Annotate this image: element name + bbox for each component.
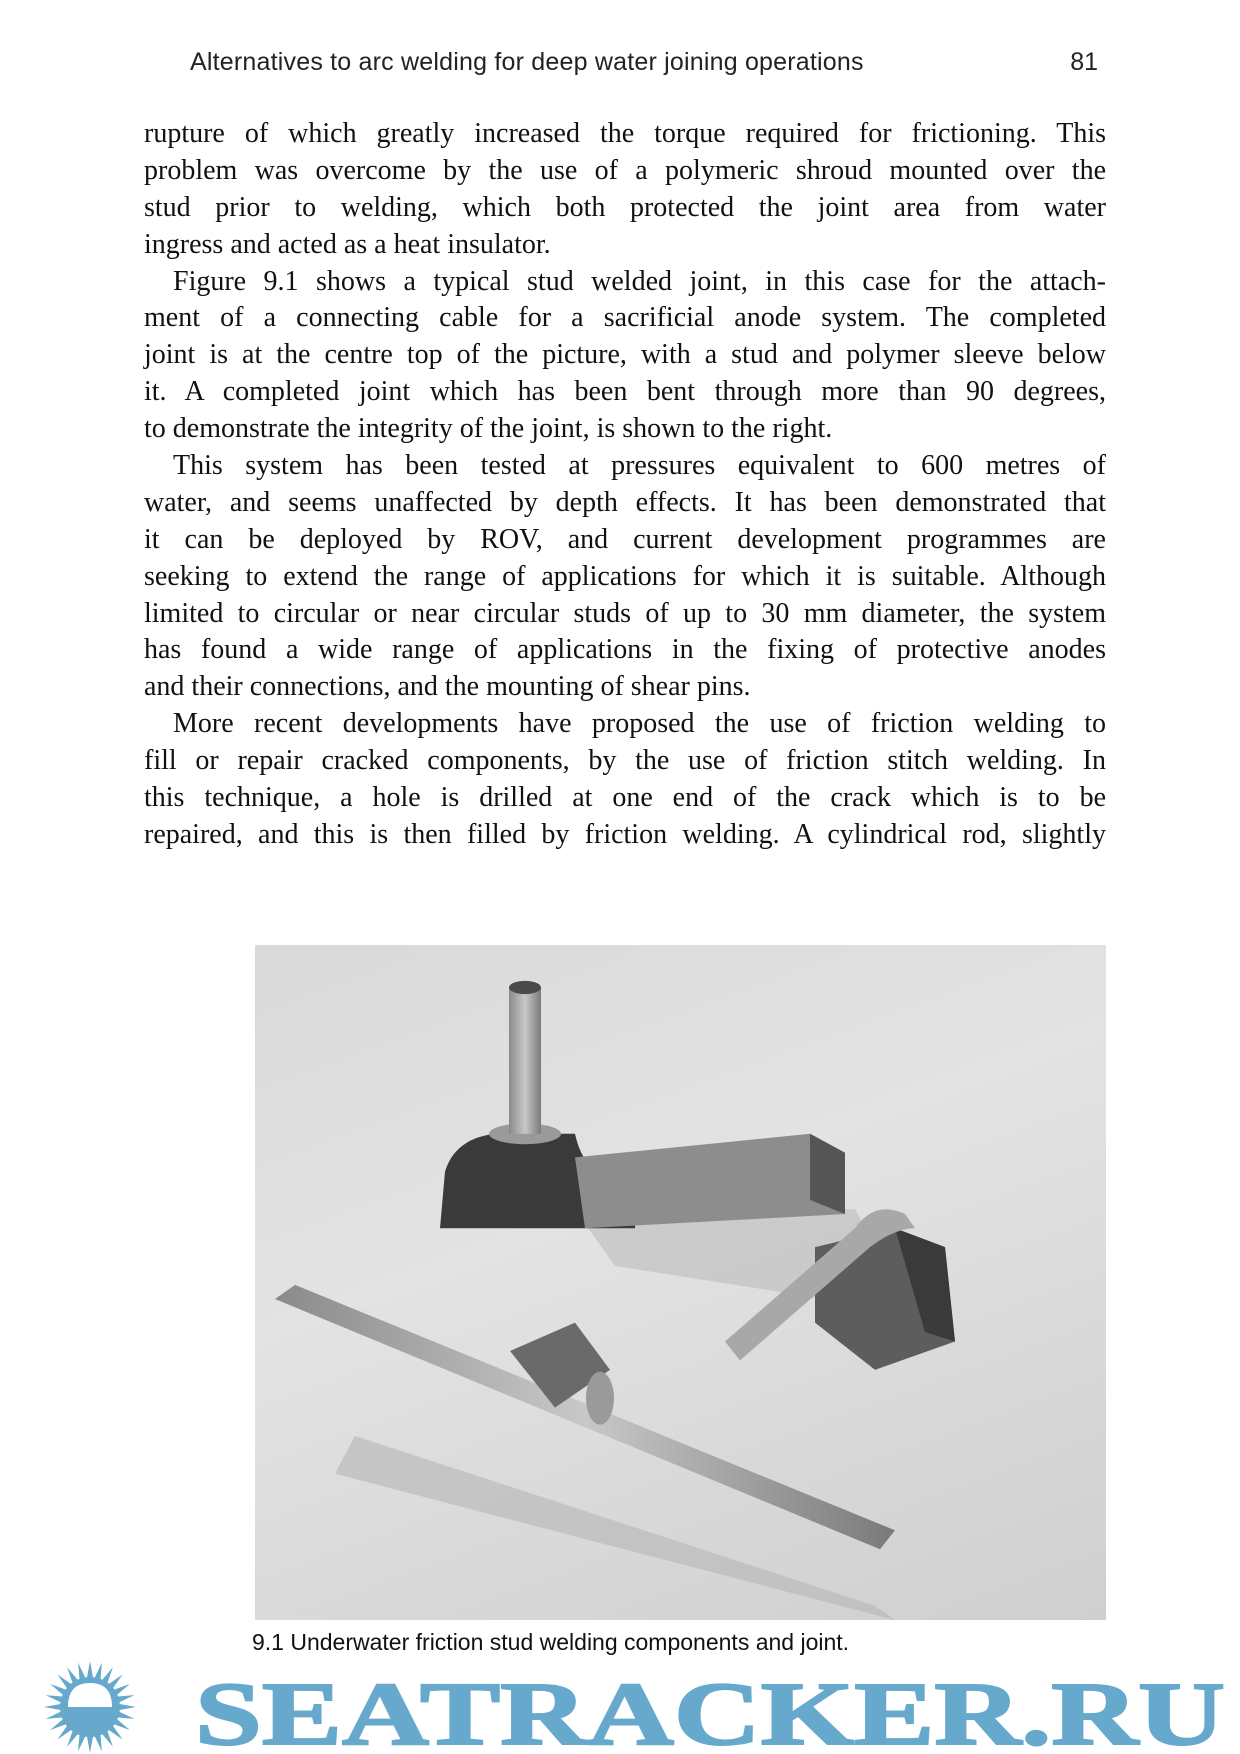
text-line: it. A completed joint which has been bent through more than 90 degrees, [144, 376, 1106, 408]
text-line: More recent developments have proposed the use of friction welding to [173, 708, 1106, 740]
sun-ray [94, 1732, 102, 1751]
sun-ray [67, 1667, 80, 1685]
sun-ray [78, 1732, 86, 1751]
sun-ray [57, 1723, 73, 1739]
text-line: Figure 9.1 shows a typical stud welded joint, in this case for the attach- [173, 265, 1106, 297]
sun-ray [111, 1717, 129, 1730]
sun-ray [115, 1711, 134, 1719]
sun-ray [106, 1674, 122, 1690]
sun-ray [50, 1684, 68, 1697]
text-line: problem was overcome by the use of a polymeric shroud mounted over the [144, 154, 1106, 186]
sun-ray [46, 1695, 65, 1703]
text-line: limited to circular or near circular studs of up to 30 mm diameter, the system [144, 597, 1106, 629]
sun-ray [94, 1663, 102, 1682]
sun-ray [86, 1661, 93, 1680]
sun-ray [115, 1695, 134, 1703]
sun-ray [50, 1717, 68, 1730]
text-line: repaired, and this is then filled by friction welding. A cylindrical rod, slightly [144, 818, 1106, 850]
text-line: fill or repair cracked components, by the use of friction stitch welding. In [144, 745, 1106, 777]
sun-ray [67, 1728, 80, 1746]
figure-photo [255, 945, 1106, 1620]
sun-ray [100, 1728, 113, 1746]
body-text [144, 116, 1106, 854]
text-line: this technique, a hole is drilled at one end of the crack which is to be [144, 782, 1106, 814]
text-line: ment of a connecting cable for a sacrificial anode system. The completed [144, 302, 1106, 334]
sun-ray [57, 1674, 73, 1690]
seatracker-watermark [0, 1660, 1240, 1754]
sun-ray [78, 1663, 86, 1682]
text-line: seeking to extend the range of applications for which it is suitable. Although [144, 560, 1106, 592]
sun-ray [44, 1703, 63, 1710]
text-line: to demonstrate the integrity of the joint, is shown to the right. [144, 413, 833, 445]
text-line: joint is at the centre top of the picture, with a stud and polymer sleeve below [144, 339, 1106, 371]
sun-ray [117, 1703, 136, 1710]
welding-components-photo [255, 945, 1106, 1620]
figure-caption: 9.1 Underwater friction stud welding components and joint. [252, 1629, 850, 1655]
watermark-text: SEATRACKER.RU [195, 1665, 1225, 1754]
text-line: This system has been tested at pressures equivalent to 600 metres of [173, 450, 1106, 482]
sun-ray [111, 1684, 129, 1697]
running-title: Alternatives to arc welding for deep water joining operations [190, 48, 864, 76]
sun-logo-icon [44, 1661, 136, 1753]
text-line: has found a wide range of applications in the fixing of protective anodes [144, 634, 1106, 666]
text-line: rupture of which greatly increased the torque required for frictioning. This [144, 118, 1106, 149]
sun-ray [106, 1723, 122, 1739]
text-line: stud prior to welding, which both protected the joint area from water [144, 191, 1106, 223]
text-line: it can be deployed by ROV, and current development programmes are [144, 523, 1106, 555]
text-line: water, and seems unaffected by depth effects. It has been demonstrated that [144, 486, 1106, 518]
sun-ray [46, 1711, 65, 1719]
page-number: 81 [1070, 48, 1098, 76]
sun-ray [86, 1734, 93, 1753]
text-line: ingress and acted as a heat insulator. [144, 228, 551, 260]
sun-ray [100, 1667, 113, 1685]
text-line: and their connections, and the mounting of shear pins. [144, 671, 751, 703]
